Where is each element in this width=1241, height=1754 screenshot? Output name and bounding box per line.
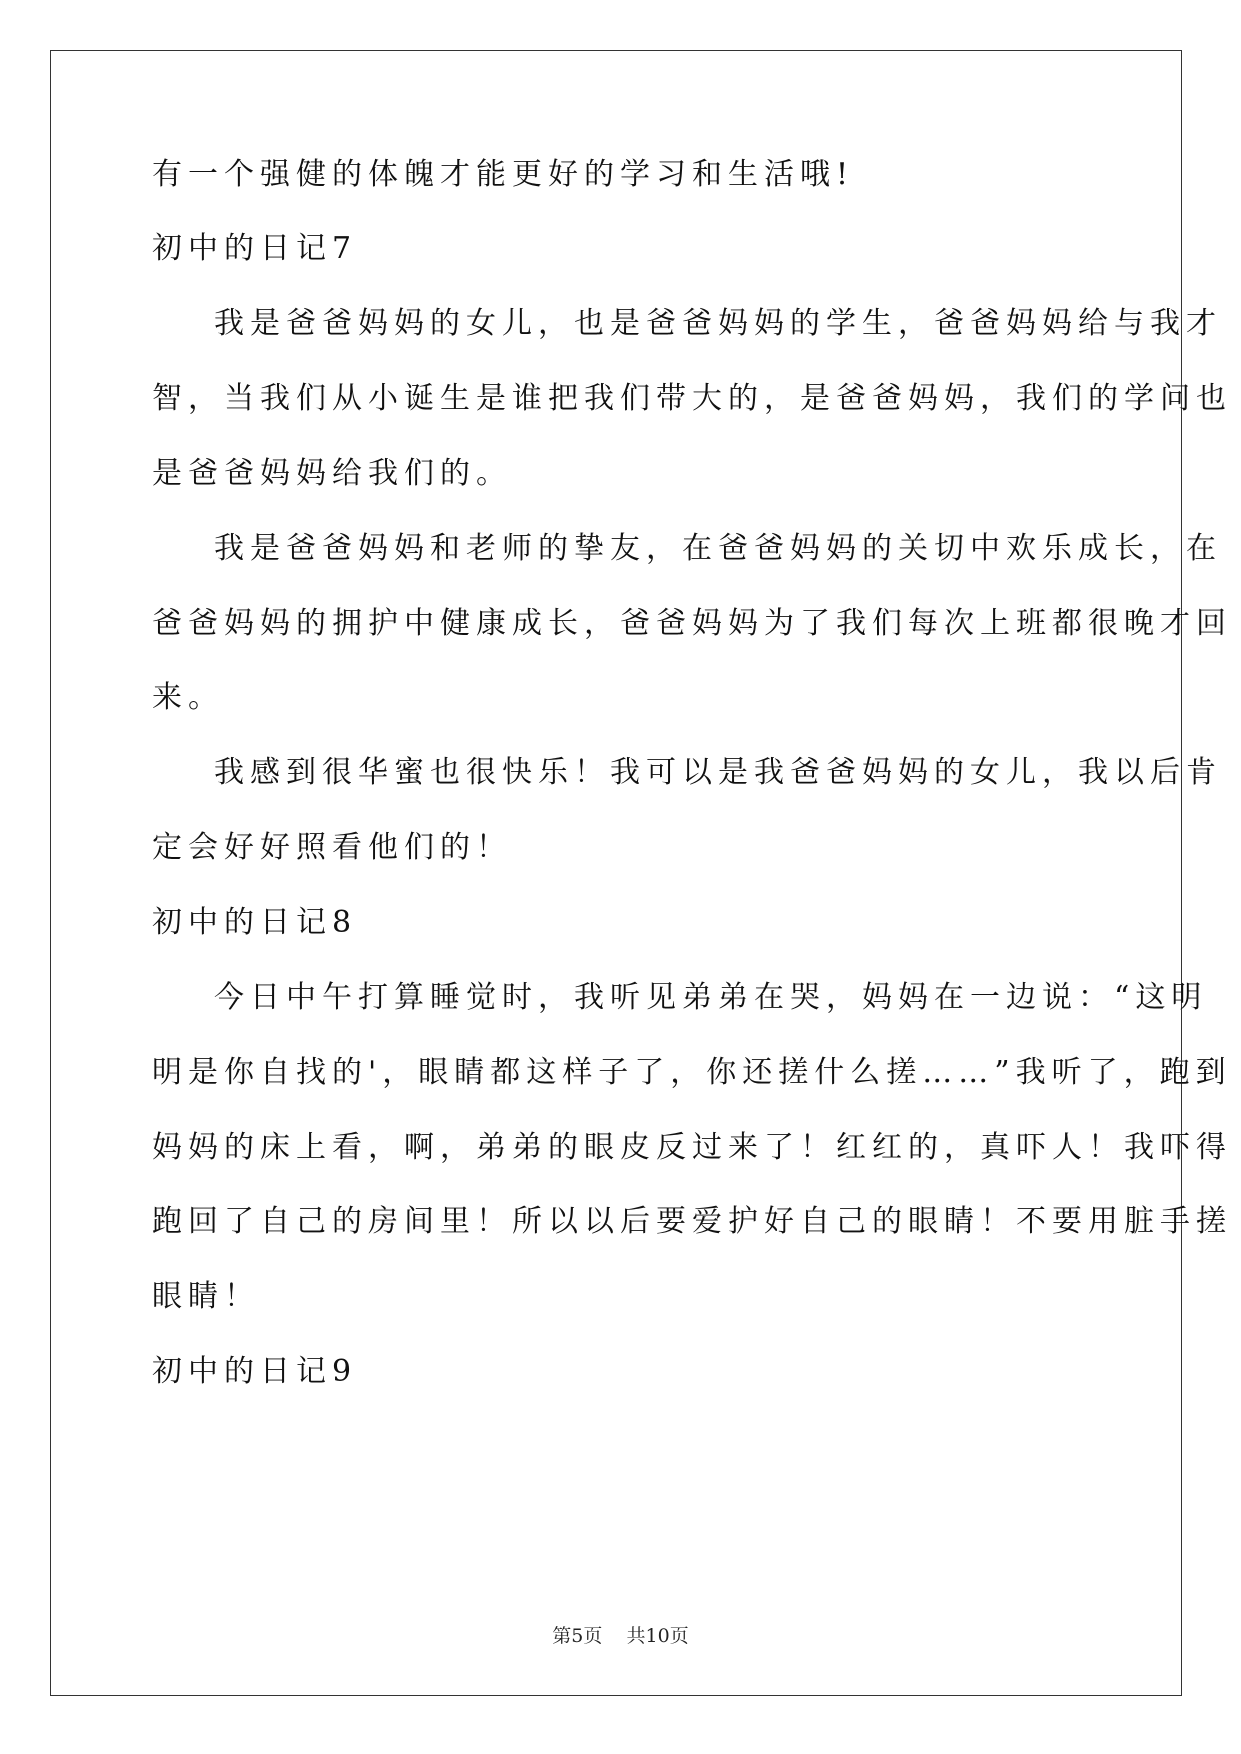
text-line: 我是爸爸妈妈的女儿，也是爸爸妈妈的学生，爸爸妈妈给与我才 <box>214 306 1222 341</box>
text-line: 跑回了自己的房间里！所以以后要爱护好自己的眼睛！不要用脏手搓 <box>152 1204 1232 1239</box>
text-line: 有一个强健的体魄才能更好的学习和生活哦! <box>152 157 855 192</box>
text-line: 今日中午打算睡觉时，我听见弟弟在哭，妈妈在一边说：“这明 <box>214 980 1208 1015</box>
page-number: 第5页 <box>552 1625 603 1647</box>
text-line: 我是爸爸妈妈和老师的挚友，在爸爸妈妈的关切中欢乐成长，在 <box>214 531 1222 566</box>
section-heading: 初中的日记8 <box>152 905 358 940</box>
text-line: 我感到很华蜜也很快乐！我可以是我爸爸妈妈的女儿，我以后肯 <box>214 755 1222 790</box>
text-line: 定会好好照看他们的！ <box>152 830 512 865</box>
text-line: 明是你自找的'，眼睛都这样子了，你还搓什么搓……”我听了，跑到 <box>152 1055 1232 1090</box>
text-line: 眼睛！ <box>152 1279 260 1314</box>
text-line: 爸爸妈妈的拥护中健康成长，爸爸妈妈为了我们每次上班都很晚才回 <box>152 606 1232 641</box>
text-line: 妈妈的床上看，啊，弟弟的眼皮反过来了！红红的，真吓人！我吓得 <box>152 1130 1232 1165</box>
text-line: 是爸爸妈妈给我们的。 <box>152 456 512 491</box>
page-total: 共10页 <box>626 1625 689 1647</box>
page-border <box>50 50 1182 1696</box>
text-line: 来。 <box>152 680 224 715</box>
text-line: 智，当我们从小诞生是谁把我们带大的，是爸爸妈妈，我们的学问也 <box>152 381 1232 416</box>
section-heading: 初中的日记9 <box>152 1354 358 1389</box>
section-heading: 初中的日记7 <box>152 231 358 266</box>
page-footer <box>0 1624 1241 1648</box>
